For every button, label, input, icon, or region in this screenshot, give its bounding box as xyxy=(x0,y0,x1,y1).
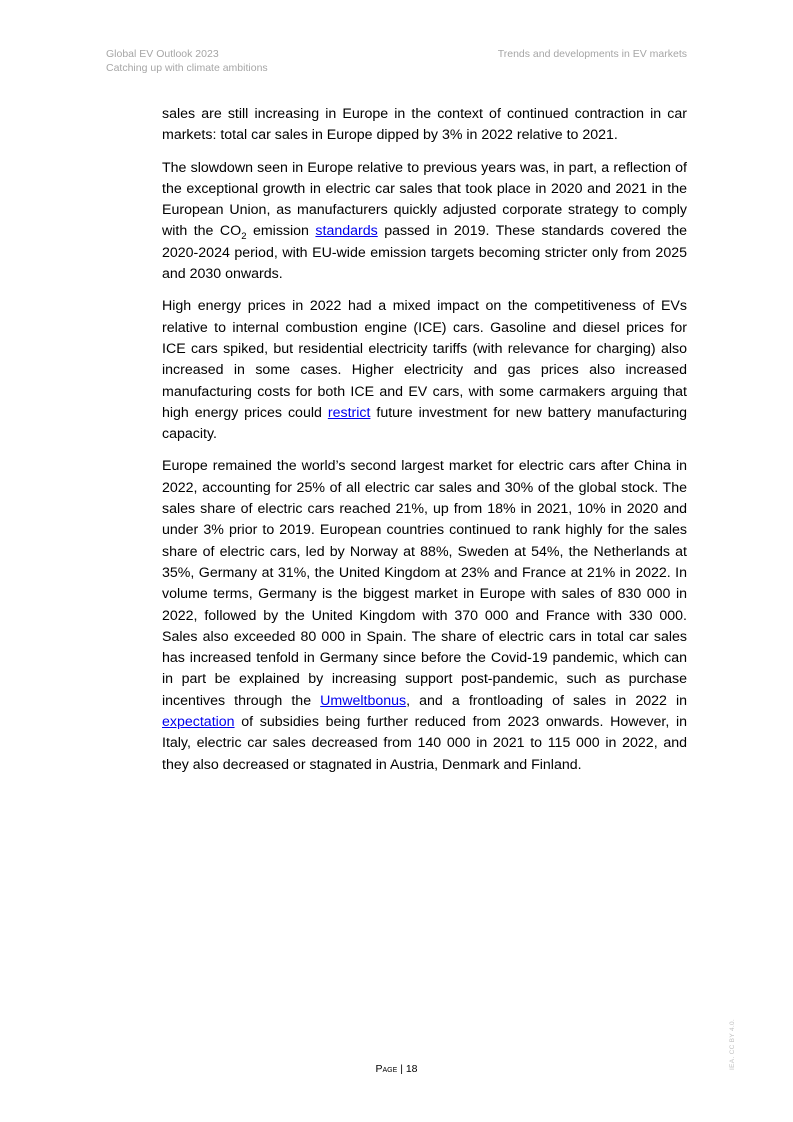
page-footer xyxy=(0,1062,793,1076)
paragraph-3-text-b: future investment for new battery manufacturing capacity. xyxy=(162,404,687,443)
standards-link[interactable]: standards xyxy=(315,223,378,240)
paragraph-3 xyxy=(162,296,687,445)
paragraph-4-text-c: of subsidies being further reduced from 2023 onwards. However, in Italy, electric car sales decreased from 140 000 in 2021 to 115 000 in 2022, and they also decreased or stagnated in Austria, Denmark and Finland. xyxy=(162,714,687,773)
page-number: 18 xyxy=(405,1063,418,1075)
expectation-link[interactable]: expectation xyxy=(162,714,235,731)
page-separator: | xyxy=(400,1063,403,1075)
license-note: IEA. CC BY 4.0. xyxy=(729,1019,736,1070)
page-label: Page xyxy=(375,1063,398,1075)
report-subtitle: Catching up with climate ambitions xyxy=(106,62,268,74)
restrict-link[interactable]: restrict xyxy=(327,404,371,421)
running-header-right xyxy=(498,47,687,61)
paragraph-1: sales are still increasing in Europe in the context of continued contraction in car markets: total car sales in Europe dipped by 3% in 2022 relative to 2021. xyxy=(162,106,687,144)
paragraph-4 xyxy=(162,456,687,775)
paragraph-2-text-c: passed in 2019. These standards covered the 2020-2024 period, with EU-wide emission targets becoming stricter only from 2025 and 2030 onwards. xyxy=(162,223,687,283)
umweltbonus-link[interactable]: Umweltbonus xyxy=(320,692,407,709)
report-title: Global EV Outlook 2023 xyxy=(106,48,219,60)
paragraph-2 xyxy=(162,158,687,286)
co2-subscript: 2 xyxy=(241,231,247,243)
paragraph-2-text-a: The slowdown seen in Europe relative to previous years was, in part, a reflection of the exceptional growth in electric car sales that took place in 2020 and 2021 in the European Union, as manufacturers quickly adjusted corporate strategy to comply with the CO xyxy=(162,159,687,240)
body-text xyxy=(162,104,687,787)
paragraph-4-text-b: , and a frontloading of sales in 2022 in xyxy=(406,692,687,709)
paragraph-4-text-a: Europe remained the world’s second largest market for electric cars after China in 2022, accounting for 25% of all electric car sales and 30% of the global stock. The sales share of electric cars reached 21%, up from 18% in 2021, 10% in 2020 and under 3% prior to 2019. European countries continued to rank highly for the sales share of electric cars, led by Norway at 88%, Sweden at 54%, the Netherlands at 35%, Germany at 31%, the United Kingdom at 23% and France at 21% in 2022. In volume terms, Germany is the biggest market in Europe with sales of 830 000 in 2022, followed by the United Kingdom with 370 000 and France with 330 000. Sales also exceeded 80 000 in Spain. The share of electric cars in total car sales has increased tenfold in Germany since before the Covid-19 pandemic, which can in part be explained by increasing support post-pandemic, such as purchase incentives through the xyxy=(162,458,687,709)
paragraph-3-text-a: High energy prices in 2022 had a mixed impact on the competitiveness of EVs relative to internal combustion engine (ICE) cars. Gasoline and diesel prices for ICE cars spiked, but residential electricity tariffs (with relevance for charging) also increased in some cases. Higher electricity and gas prices also increased manufacturing costs for both ICE and EV cars, with some carmakers arguing that high energy prices could xyxy=(162,298,687,421)
chapter-title: Trends and developments in EV markets xyxy=(497,48,687,60)
paragraph-2-text-b: emission xyxy=(246,223,316,240)
running-header-left xyxy=(106,47,268,75)
